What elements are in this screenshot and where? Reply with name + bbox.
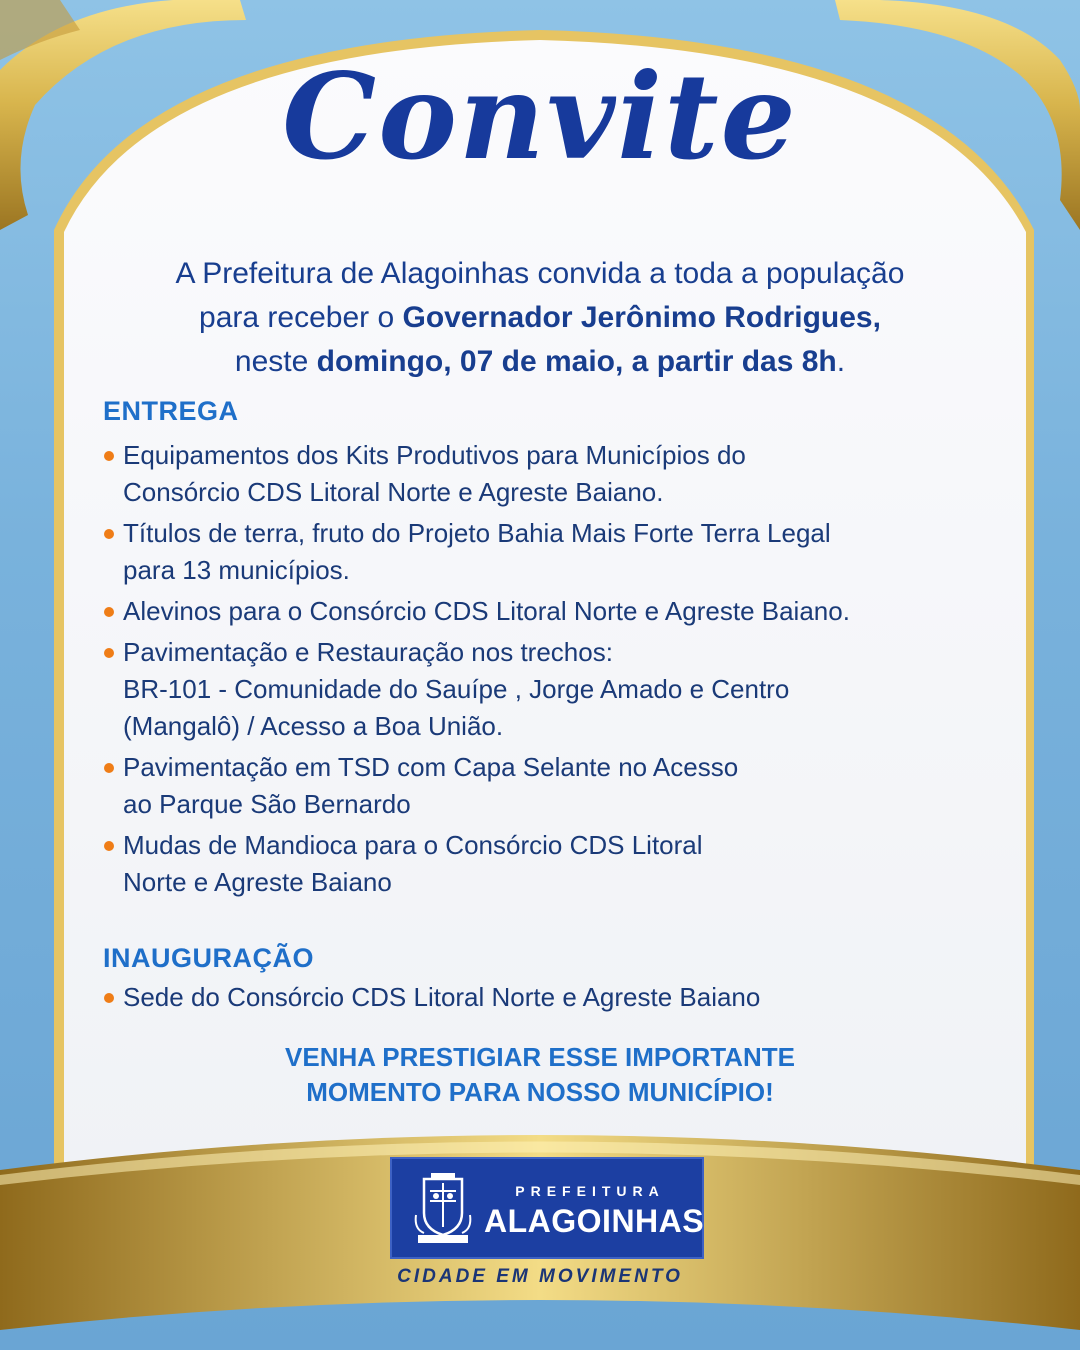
list-item xyxy=(103,979,983,1016)
intro-line-2-end: , xyxy=(872,301,881,334)
bullet-icon xyxy=(104,993,114,1003)
list-item-text: para 13 municípios. xyxy=(123,555,350,585)
list-item-text: Títulos de terra, fruto do Projeto Bahia Mais Forte Terra Legal xyxy=(123,518,831,548)
bullet-icon xyxy=(104,607,114,617)
list-item-text: Pavimentação e Restauração nos trechos: xyxy=(123,637,613,667)
call-to-action xyxy=(0,1040,1080,1110)
logo-main-text: ALAGOINHAS xyxy=(484,1203,705,1239)
bullet-icon xyxy=(104,529,114,539)
logo-top-text: PREFEITURA xyxy=(515,1183,665,1199)
intro-line-2 xyxy=(80,296,1000,340)
entrega-heading: ENTREGA xyxy=(103,396,239,426)
list-item xyxy=(103,827,983,901)
bullet-icon xyxy=(104,841,114,851)
list-item-text: Alevinos para o Consórcio CDS Litoral Norte e Agreste Baiano. xyxy=(123,596,850,626)
cta-line-1: VENHA PRESTIGIAR ESSE IMPORTANTE xyxy=(285,1042,795,1072)
list-item-text: Pavimentação em TSD com Capa Selante no Acesso xyxy=(123,752,739,782)
list-item-text: Sede do Consórcio CDS Litoral Norte e Agreste Baiano xyxy=(123,982,761,1012)
bullet-icon xyxy=(104,763,114,773)
coat-of-arms-icon xyxy=(414,1173,472,1245)
intro-line-3-end: . xyxy=(836,345,846,378)
list-item-text: Consórcio CDS Litoral Norte e Agreste Baiano. xyxy=(123,477,664,507)
list-item-text: Mudas de Mandioca para o Consórcio CDS Litoral xyxy=(123,830,703,860)
invitation-title: Convite xyxy=(282,47,798,186)
entrega-list xyxy=(103,437,983,905)
intro-line-3-plain: neste xyxy=(234,345,317,378)
list-item xyxy=(103,634,983,745)
list-item-text: ao Parque São Bernardo xyxy=(123,789,411,819)
intro-line-3 xyxy=(80,340,1000,384)
list-item xyxy=(103,593,983,630)
list-item xyxy=(103,749,983,823)
list-item-text: BR-101 - Comunidade do Sauípe , Jorge Amado e Centro xyxy=(123,674,790,704)
list-item-text: Norte e Agreste Baiano xyxy=(123,867,392,897)
intro-line-2-plain: para receber o xyxy=(199,301,403,334)
cta-line-2: MOMENTO PARA NOSSO MUNICÍPIO! xyxy=(306,1077,774,1107)
list-item-text: Equipamentos dos Kits Produtivos para Municípios do xyxy=(123,440,746,470)
tagline: CIDADE EM MOVIMENTO xyxy=(397,1266,683,1287)
governor-name: Governador Jerônimo Rodrigues xyxy=(402,301,873,334)
inauguracao-list xyxy=(103,979,983,1020)
inauguracao-heading: INAUGURAÇÃO xyxy=(103,943,314,973)
intro-text xyxy=(80,252,1000,384)
bullet-icon xyxy=(104,648,114,658)
intro-line-1: A Prefeitura de Alagoinhas convida a toda a população xyxy=(175,257,905,290)
list-item xyxy=(103,515,983,589)
bullet-icon xyxy=(104,451,114,461)
event-date: domingo, 07 de maio, a partir das 8h xyxy=(316,345,837,378)
list-item-text: (Mangalô) / Acesso a Boa União. xyxy=(123,711,504,741)
prefeitura-logo xyxy=(390,1157,704,1259)
list-item xyxy=(103,437,983,511)
